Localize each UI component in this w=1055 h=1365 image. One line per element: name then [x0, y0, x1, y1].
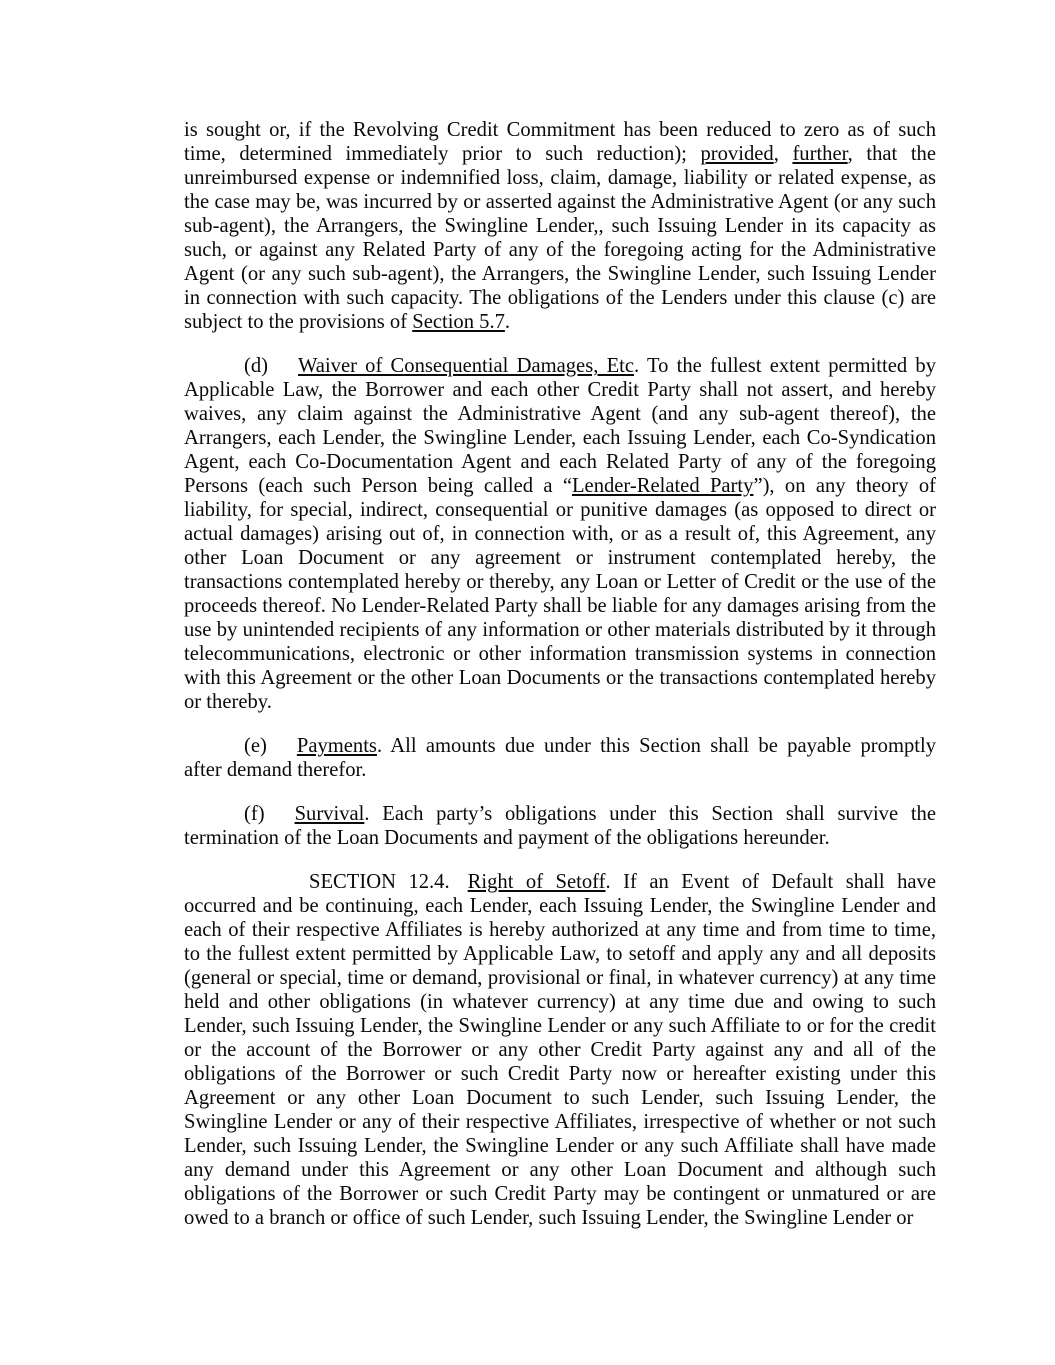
text-run: is sought or, if the Revolving Credit Commitment has been reduced to zero as of such time, determined immediately prior to such reduction);	[184, 119, 936, 165]
text-run: . To the fullest extent permitted by Applicable Law, the Borrower and each other Credit Party shall not assert, and hereby waives, any claim against the Administrative Agent (and any sub-agent thereof), the Arrangers, each Lender, the Swingline Lender, each Issuing Lender, each Co-Syndication Agent, each Co-Documentation Agent and each Related Party of any of the foregoing Persons (each such Person being called a “	[184, 355, 936, 497]
document-body	[184, 118, 936, 1230]
text-run: , that the unreimbursed expense or indemnified loss, claim, damage, liability or related expense, as the case may be, was incurred by or asserted against the Administrative Agent (or any such sub-agent), the Arrangers, the Swingline Lender,, such Issuing Lender in its capacity as such, or against any Related Party of any of the foregoing acting for the Administrative Agent (or any such sub-agent), the Arrangers, the Swingline Lender, such Issuing Lender in connection with such capacity. The obligations of the Lenders under this clause (c) are subject to the provisions of	[184, 143, 936, 333]
text-run: . If an Event of Default shall have occurred and be continuing, each Lender, each Issuing Lender, the Swingline Lender and each of their respective Affiliates is hereby authorized at any time and from time to time, to the fullest extent permitted by Applicable Law, to setoff and apply any and all deposits (general or special, time or demand, provisional or final, in whatever currency) at any time held and other obligations (in whatever currency) at any time due and owing to such Lender, such Issuing Lender, the Swingline Lender or any such Affiliate to or for the credit or the account of the Borrower or any other Credit Party against any and all of the obligations of the Borrower or such Credit Party now or hereafter existing under this Agreement or any other Loan Document to such Lender, such Issuing Lender, the Swingline Lender or any of their respective Affiliates, irrespective of whether or not such Lender, such Issuing Lender, the Swingline Lender or any such Affiliate shall have made any demand under this Agreement or any other Loan Document and although such obligations of the Borrower or such Credit Party may be contingent or unmatured or are owed to a branch or office of such Lender, such Issuing Lender, the Swingline Lender or	[184, 871, 936, 1229]
underlined-text-run: Right of Setoff	[467, 871, 606, 893]
text-run: ”), on any theory of liability, for special, indirect, consequential or punitive damages (as opposed to direct or actual damages) arising out of, in connection with, or as a result of, this Agreement, any other Loan Document or any agreement or instrument contemplated hereby, the transactions contemplated hereby or thereby, any Loan or Letter of Credit or the use of the proceeds thereof. No Lender-Related Party shall be liable for any damages arising from the use by unintended recipients of any information or other materials distributed by it through telecommunications, electronic or other information transmission systems in connection with this Agreement or the other Loan Documents or the transactions contemplated hereby or thereby.	[184, 475, 936, 713]
underlined-text-run: Waiver of Consequential Damages, Etc	[298, 355, 635, 377]
paragraph-clause-e-payments	[184, 734, 936, 782]
text-run: ,	[773, 143, 793, 165]
paragraph-section-12-4-right-of-setoff	[184, 870, 936, 1230]
text-run: . All amounts due under this Section shall be payable promptly after demand therefor.	[184, 735, 936, 781]
text-run: (f)	[244, 803, 265, 825]
text-run: (e)	[244, 735, 267, 757]
paragraph-clause-f-survival	[184, 802, 936, 850]
underlined-text-run: Survival	[294, 803, 365, 825]
text-run: (d)	[244, 355, 269, 377]
underlined-text-run: provided	[700, 143, 774, 165]
underlined-text-run: Section 5.7	[412, 311, 505, 333]
underlined-text-run: Lender-Related Party	[571, 475, 754, 497]
underlined-text-run: Payments	[296, 735, 377, 757]
text-run: SECTION 12.4.	[309, 871, 450, 893]
paragraph-clause-d-waiver-of-consequential-damages	[184, 354, 936, 714]
underlined-text-run: further	[792, 143, 848, 165]
paragraph-clause-c-continuation	[184, 118, 936, 334]
text-run: . Each party’s obligations under this Section shall survive the termination of the Loan Documents and payment of the obligations hereunder.	[184, 803, 936, 849]
text-run: .	[504, 311, 511, 333]
